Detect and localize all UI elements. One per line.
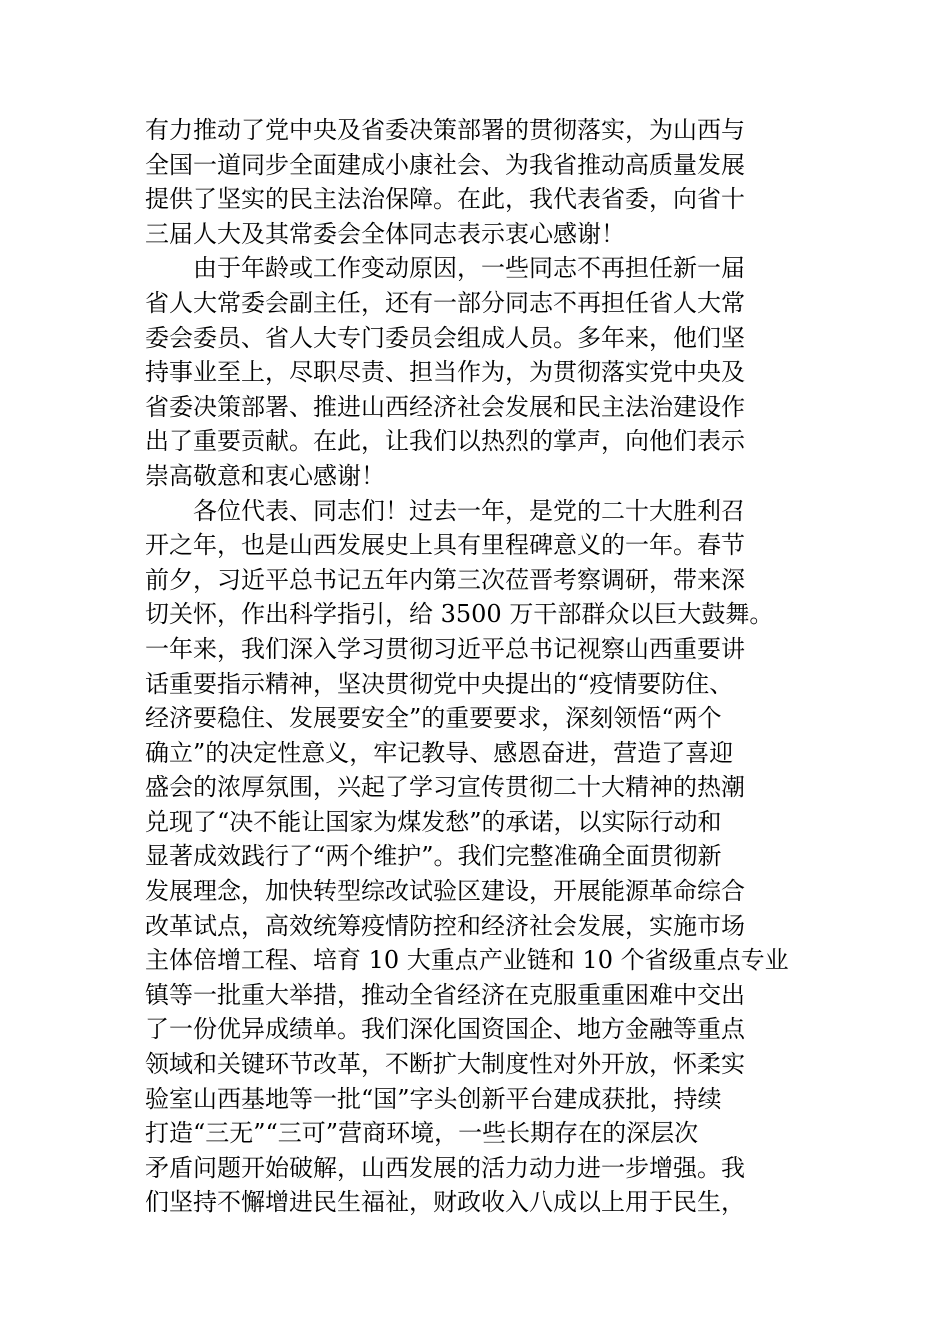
text-line: 崇高敬意和衷心感谢！ <box>145 461 385 490</box>
text-line: 省委决策部署、推进山西经济社会发展和民主法治建设作 <box>145 392 745 421</box>
text-line: 改革试点，高效统筹疫情防控和经济社会发展，实施市场 <box>145 911 745 940</box>
text-line: 前夕，习近平总书记五年内第三次莅晋考察调研，带来深 <box>145 565 745 594</box>
text-line: 兑现了“决不能让国家为煤发愁”的承诺，以实际行动和 <box>145 807 722 836</box>
text-line: 们坚持不懈增进民生福祉，财政收入八成以上用于民生， <box>145 1188 745 1217</box>
text-line: 领域和关键环节改革，不断扩大制度性对外开放，怀柔实 <box>145 1050 745 1079</box>
text-line: 切关怀，作出科学指引，给 3500 万干部群众以巨大鼓舞。 <box>145 600 774 629</box>
text-line: 开之年，也是山西发展史上具有里程碑意义的一年。春节 <box>145 531 745 560</box>
text-line: 盛会的浓厚氛围，兴起了学习宣传贯彻二十大精神的热潮 <box>145 773 745 802</box>
text-line: 持事业至上，尽职尽责、担当作为，为贯彻落实党中央及 <box>145 358 745 387</box>
text-line: 验室山西基地等一批“国”字头创新平台建成获批，持续 <box>145 1084 722 1113</box>
text-line: 省人大常委会副主任，还有一部分同志不再担任省人大常 <box>145 288 745 317</box>
text-line: 有力推动了党中央及省委决策部署的贯彻落实，为山西与 <box>145 116 745 144</box>
text-line: 主体倍增工程、培育 10 大重点产业链和 10 个省级重点专业 <box>145 946 789 975</box>
text-line: 打造“三无”“三可”营商环境，一些长期存在的深层次 <box>145 1119 699 1148</box>
text-line: 了一份优异成绩单。我们深化国资国企、地方金融等重点 <box>145 1015 745 1044</box>
text-line: 镇等一批重大举措，推动全省经济在克服重重困难中交出 <box>145 980 745 1009</box>
text-line: 确立”的决定性意义，牢记教导、感恩奋进，营造了喜迎 <box>145 738 734 767</box>
text-line: 委会委员、省人大专门委员会组成人员。多年来，他们坚 <box>145 323 745 352</box>
text-line: 各位代表、同志们！过去一年，是党的二十大胜利召 <box>193 496 745 525</box>
text-line: 一年来，我们深入学习贯彻习近平总书记视察山西重要讲 <box>145 634 745 663</box>
text-line: 三届人大及其常委会全体同志表示衷心感谢！ <box>145 219 625 248</box>
text-line: 话重要指示精神，坚决贯彻党中央提出的“疫情要防住、 <box>145 669 734 698</box>
text-line: 提供了坚实的民主法治保障。在此，我代表省委，向省十 <box>145 185 745 214</box>
text-line: 发展理念，加快转型综改试验区建设，开展能源革命综合 <box>145 877 745 906</box>
document-page <box>145 113 835 1220</box>
text-line: 出了重要贡献。在此，让我们以热烈的掌声，向他们表示 <box>145 427 745 456</box>
text-line: 显著成效践行了“两个维护”。我们完整准确全面贯彻新 <box>145 842 722 871</box>
text-line: 矛盾问题开始破解，山西发展的活力动力进一步增强。我 <box>145 1153 745 1182</box>
text-line: 经济要稳住、发展要安全”的重要要求，深刻领悟“两个 <box>145 704 722 733</box>
text-line: 全国一道同步全面建成小康社会、为我省推动高质量发展 <box>145 150 745 179</box>
text-line: 由于年龄或工作变动原因，一些同志不再担任新一届 <box>193 254 745 283</box>
